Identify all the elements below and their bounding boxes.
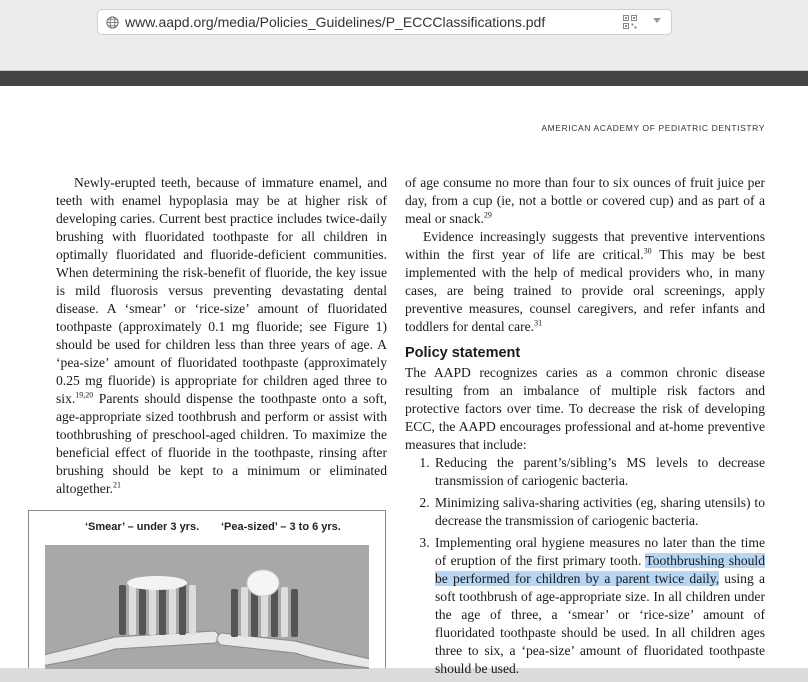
figure-1 <box>28 510 386 668</box>
right-column <box>405 174 765 682</box>
browser-toolbar <box>0 0 808 71</box>
dropdown-icon[interactable] <box>653 18 661 23</box>
citation: 30 <box>643 246 652 256</box>
figure-label-pea: ‘Pea-sized’ – 3 to 6 yrs. <box>221 521 341 533</box>
citation: 31 <box>534 318 543 328</box>
list-item: 1. Reducing the parent’s/sibling’s MS levels to decrease transmission of cariogenic bacteria. <box>433 454 765 490</box>
citation: 29 <box>483 210 492 220</box>
citation: 21 <box>113 480 121 490</box>
figure-label-smear: ‘Smear’ – under 3 yrs. <box>85 521 200 533</box>
policy-intro: The AAPD recognizes caries as a common chronic disease resulting from an imbalance of multiple risk factors and protective factors over time. To decrease the risk of developing ECC, the AAPD encourages professional and at-home preventive measures that include: <box>405 365 765 452</box>
policy-heading: Policy statement <box>405 345 521 361</box>
pdf-page <box>0 86 808 676</box>
url-text[interactable]: www.aapd.org/media/Policies_Guidelines/P_ECCClassifications.pdf <box>125 14 546 30</box>
measures-list <box>405 454 765 678</box>
highlighted-text[interactable]: Toothbrushing should be performed for children by a parent twice daily, <box>435 553 765 586</box>
citation: 19,20 <box>75 390 94 400</box>
address-bar[interactable] <box>97 9 672 35</box>
qr-code-icon[interactable] <box>623 15 637 29</box>
toothbrush-photo <box>45 545 369 669</box>
list-item: 2. Minimizing saliva-sharing activities (eg, sharing utensils) to decrease the transmission of cariogenic bacteria. <box>433 494 765 530</box>
pdf-viewer-toolbar <box>0 71 808 86</box>
list-item: 3. Implementing oral hygiene measures no later than the time of eruption of the first primary tooth. Toothbrushing should be performed for children by a parent twice daily, using a soft toothbrush of age-appropriate size. In all children under the age of three, a ‘smear’ or ‘rice-size’ amount of fluoridated toothpaste should be used. In all children ages three to six, a ‘pea-size’ amount of fluoridated toothpaste should be used. <box>433 534 765 678</box>
globe-icon <box>106 16 119 29</box>
toothbrush-illustration <box>45 545 369 669</box>
left-paragraph: Newly-erupted teeth, because of immature enamel, and teeth with enamel hypoplasia may be at higher risk of developing caries. Current best practice includes twice-daily brushing with fluoridated toothpaste for all children in optimally fluoridated and fluoride-deficient communities. When determining the risk-benefit of fluoride, the key issue is mild fluorosis versus preventing devastating dental disease. A ‘smear’ or ‘rice-size’ amount of fluoridated toothpaste (approximately 0.1 mg fluoride; see Figure 1) should be used for children less than three years of age. A ‘pea-size’ amount of fluoridated toothpaste (approximately 0.25 mg fluoride) is appropriate for children aged three to six.$^{19,20}$ Parents should dispense the toothpaste onto a soft, age-appropriate sized toothbrush and perform or assist with toothbrushing of preschool-aged children. To maximize the beneficial effect of fluoride in the toothpaste, rinsing after brushing should be kept to a minimum or eliminated altogether.$^{21}$ <box>56 175 387 496</box>
running-header: AMERICAN ACADEMY OF PEDIATRIC DENTISTRY <box>541 123 765 133</box>
right-paragraph-1: of age consume no more than four to six ounces of fruit juice per day, from a cup (ie, not a bottle or covered cup) and as part of a meal or snack.$^{29}$ <box>405 175 765 226</box>
right-paragraph-2: Evidence increasingly suggests that preventive interventions within the first year of life are critical.$^{30}$ This may be best implemented with the help of medical providers who, in many cases, are being trained to provide oral screenings, apply preventive measures, counsel caregivers, and refer infants and toddlers for dental care.$^{31}$ <box>405 229 765 334</box>
left-column <box>56 174 387 498</box>
